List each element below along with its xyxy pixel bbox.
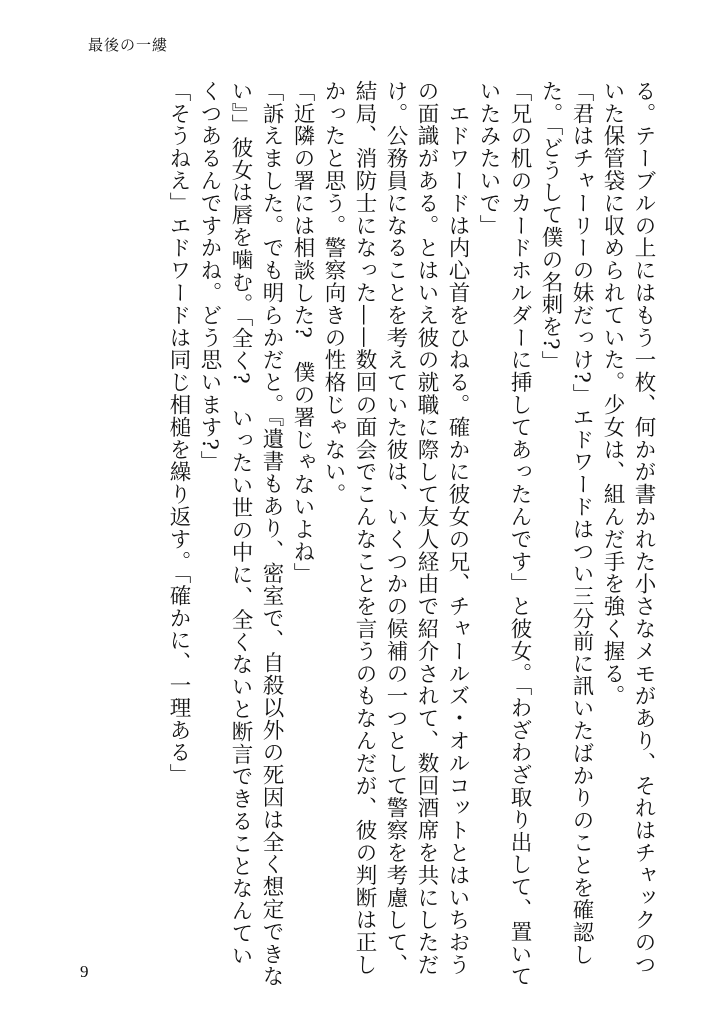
text-line: いた保管袋に収められていた。少女は、組んだ手を強く握る。 <box>600 80 625 708</box>
page-number: 9 <box>80 962 89 981</box>
text-line: 結局、消防士になった——数回の面会でこんなことを言うのもなんだが、彼の判断は正し <box>352 80 377 976</box>
text-line: い』」彼女は唇を噛む。「全く? いったい世の中に、全くないと断言できることなんてい <box>228 80 253 967</box>
text-line: かったと思う。警察向きの性格じゃない。 <box>321 80 346 506</box>
text-line: エドワードは内心首をひねる。確かに彼女の兄、チャールズ・オルコットとはいちおう <box>445 80 470 976</box>
text-line: 「君はチャーリーの妹だっけ?」エドワードはつい三分前に訊いたばかりのことを確認し <box>569 80 594 967</box>
text-line: 「兄の机のカードホルダーに挿してあったんです」と彼女。「わざわざ取り出して、置いて <box>507 80 532 988</box>
text-line: け。公務員になることを考えていた彼は、いくつかの候補の一つとして警察を考慮して、 <box>383 80 408 976</box>
text-line: いたみたいで」 <box>476 80 501 237</box>
text-line: くつあるんですかね。どう思います?」 <box>197 80 222 474</box>
text-line: る。テーブルの上にはもう一枚、何かが書かれた小さなメモがあり、それはチャックのつ <box>631 80 656 976</box>
text-line: の面識がある。とはいえ彼の就職に際して友人経由で紹介されて、数回酒席を共にしただ <box>414 80 439 976</box>
text-line: た。「どうして僕の名刺を?」 <box>538 80 563 373</box>
text-line: 「近隣の署には相談した? 僕の署じゃないよね」 <box>290 80 315 586</box>
text-line: 「そうねえ」エドワードは同じ相槌を繰り返す。「確かに、一理ある」 <box>166 80 191 787</box>
text-line: 「訴えました。でも明らかだと。『遺書もあり、密室で、自殺以外の死因は全く想定できな <box>259 80 284 988</box>
running-title: 最後の一縷 <box>88 36 169 54</box>
body-text <box>163 80 659 988</box>
